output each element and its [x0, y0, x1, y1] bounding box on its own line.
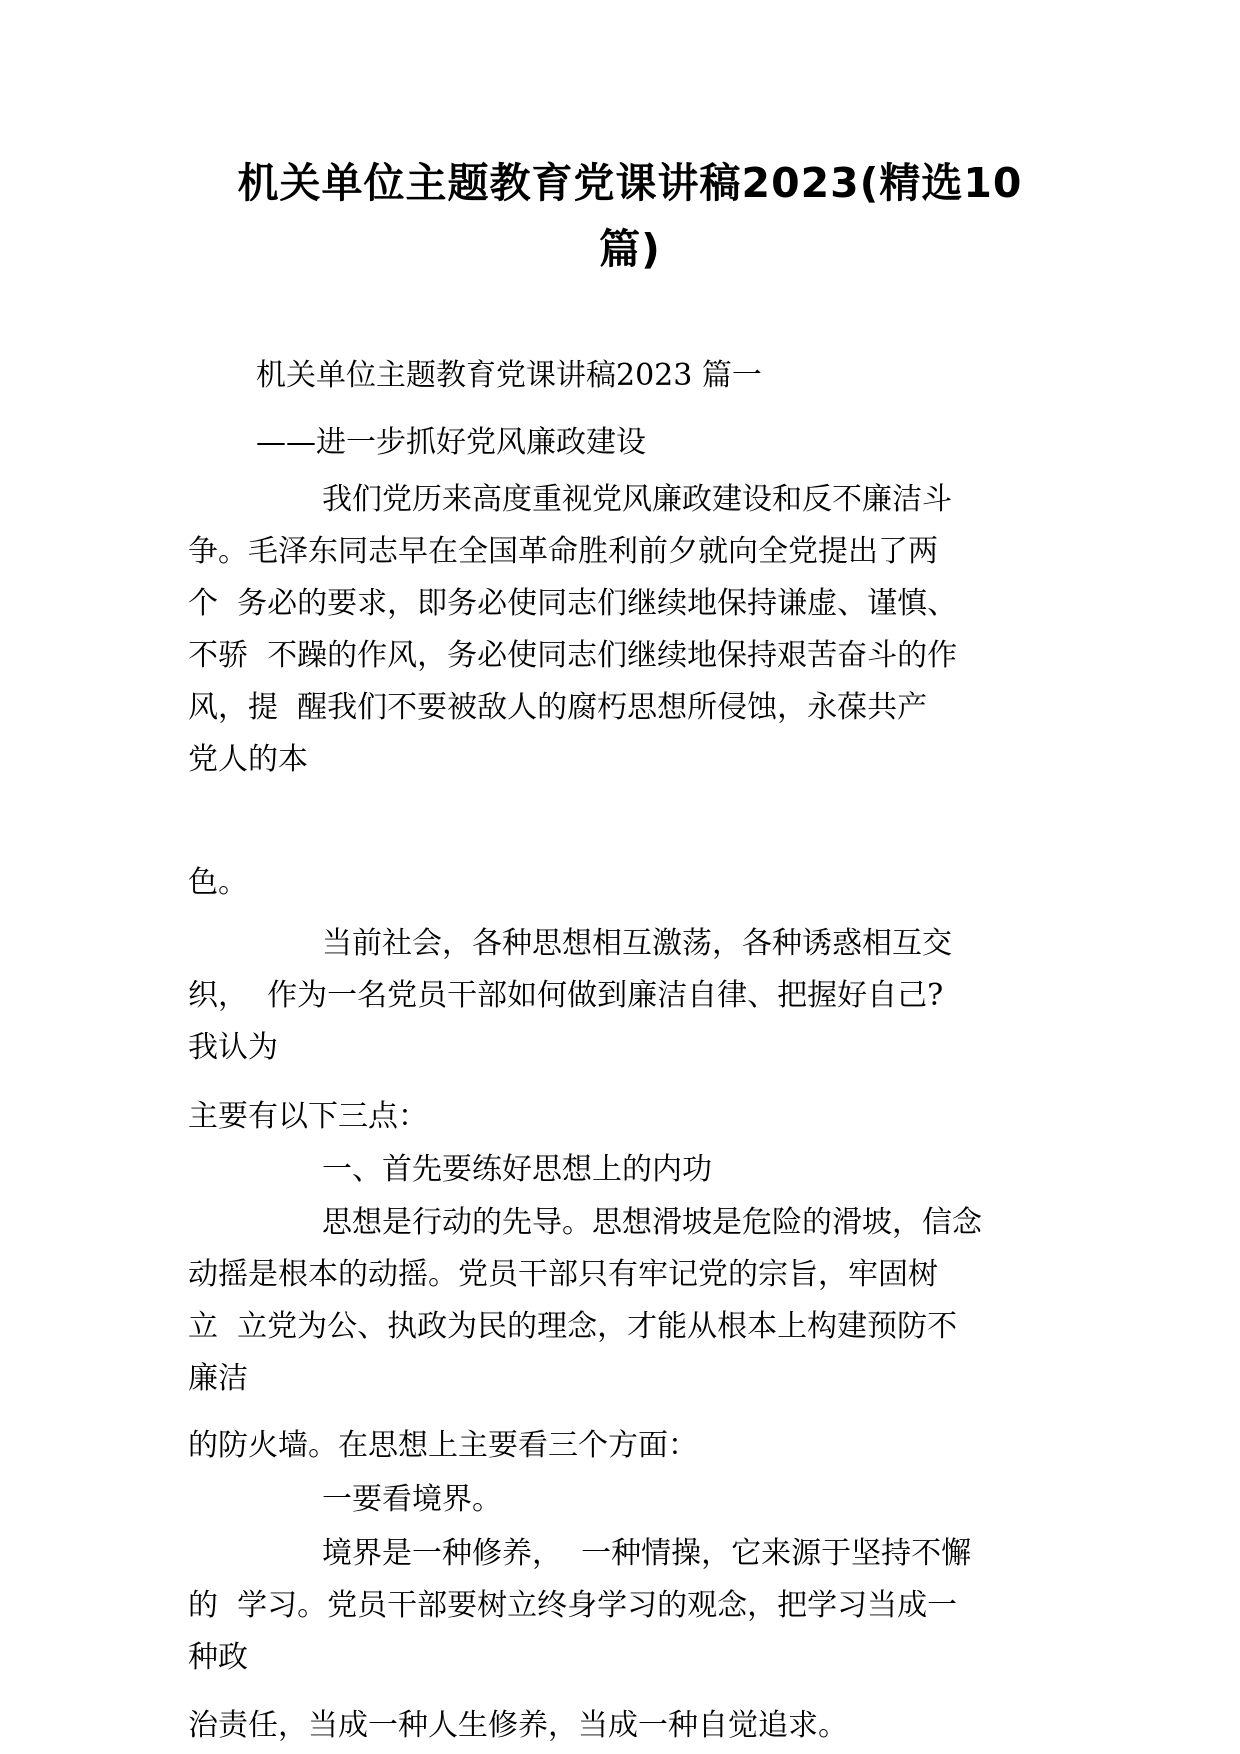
paragraph-tail: 的防火墙。在思想上主要看三个方面：	[188, 1428, 698, 1463]
section-heading: 一、首先要练好思想上的内功	[322, 1152, 712, 1187]
paragraph	[188, 1197, 982, 1405]
subheading: ——进一步抓好党风廉政建设	[256, 425, 646, 460]
paragraph-tail: 主要有以下三点：	[188, 1099, 428, 1134]
paragraph-line: 境界是一种修养， 一种情操，它来源于坚持不懈	[322, 1536, 972, 1571]
title-line: 机关单位主题教育党课讲稿2023(精选10	[237, 159, 1023, 207]
point-heading: 一要看境界。	[322, 1482, 502, 1517]
document-title	[190, 150, 1070, 282]
paragraph	[188, 1528, 971, 1684]
paragraph-tail: 治责任，当成一种人生修养，当成一种自觉追求。	[188, 1708, 848, 1743]
paragraph-line: 廉洁	[188, 1361, 248, 1396]
paragraph-line: 个 务必的要求，即务必使同志们继续地保持谦虚、谨慎、	[188, 586, 958, 621]
paragraph-line: 我认为	[188, 1030, 278, 1065]
paragraph-line: 我们党历来高度重视党风廉政建设和反不廉洁斗	[322, 482, 952, 517]
section-heading: 机关单位主题教育党课讲稿2023 篇一	[256, 358, 762, 393]
paragraph	[188, 474, 957, 786]
title-line: 篇)	[599, 225, 661, 273]
paragraph-line: 动摇是根本的动摇。党员干部只有牢记党的宗旨，牢固树	[188, 1257, 938, 1292]
paragraph-line: 织， 作为一名党员干部如何做到廉洁自律、把握好自己?	[188, 978, 944, 1013]
paragraph-tail: 色。	[188, 865, 248, 900]
paragraph-line: 立 立党为公、执政为民的理念，才能从根本上构建预防不	[188, 1309, 958, 1344]
paragraph	[188, 918, 952, 1074]
paragraph-line: 的 学习。党员干部要树立终身学习的观念，把学习当成一	[188, 1588, 958, 1623]
paragraph-line: 风，提 醒我们不要被敌人的腐朽思想所侵蚀，永葆共产	[188, 690, 928, 725]
paragraph-line: 不骄 不躁的作风，务必使同志们继续地保持艰苦奋斗的作	[188, 638, 958, 673]
paragraph-line: 争。毛泽东同志早在全国革命胜利前夕就向全党提出了两	[188, 534, 938, 569]
paragraph-line: 当前社会，各种思想相互激荡，各种诱惑相互交	[322, 926, 952, 961]
paragraph-line: 思想是行动的先导。思想滑坡是危险的滑坡，信念	[322, 1205, 982, 1240]
paragraph-line: 党人的本	[188, 742, 308, 777]
paragraph-line: 种政	[188, 1640, 248, 1675]
